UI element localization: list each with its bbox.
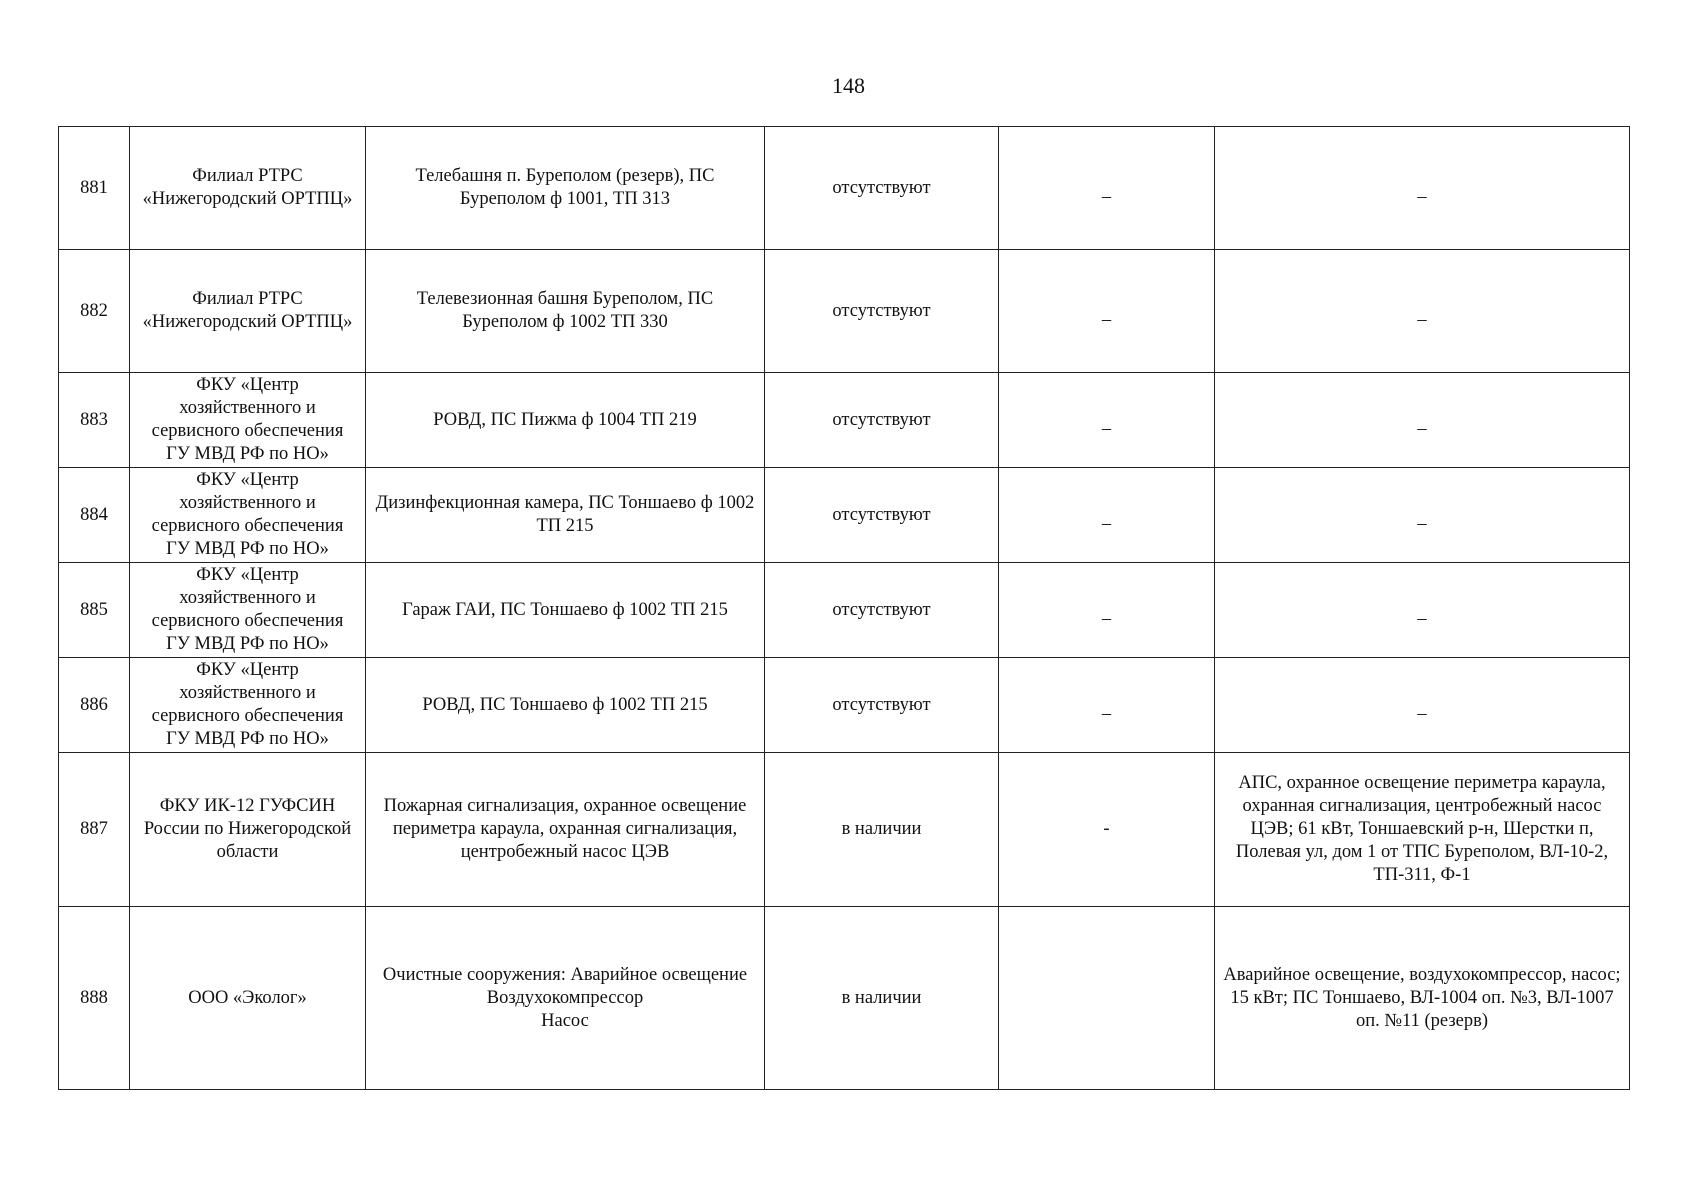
status-cell: отсутствуют xyxy=(765,658,999,753)
column-5-cell xyxy=(999,907,1215,1090)
object-cell: Гараж ГАИ, ПС Тоншаево ф 1002 ТП 215 xyxy=(366,563,765,658)
object-line: Очистные сооружения: Аварийное освещение xyxy=(382,964,748,985)
table-row xyxy=(59,907,1630,1090)
row-number: 888 xyxy=(59,907,130,1090)
column-5-value: – xyxy=(1101,186,1112,207)
organization-cell: ФКУ «Центр хозяйственного и сервисного обеспечения ГУ МВД РФ по НО» xyxy=(130,468,366,563)
column-6-cell: Аварийное освещение, воздухокомпрессор, насос; 15 кВт; ПС Тоншаево, ВЛ-1004 оп. №3, ВЛ-1007 оп. №11 (резерв) xyxy=(1215,907,1630,1090)
column-5-value: – xyxy=(1101,513,1112,534)
status-cell: отсутствуют xyxy=(765,127,999,250)
table-row xyxy=(59,753,1630,907)
row-number: 883 xyxy=(59,373,130,468)
row-number: 886 xyxy=(59,658,130,753)
column-6-cell: АПС, охранное освещение периметра караула, охранная сигнализация, центробежный насос ЦЭВ; 61 кВт, Тоншаевский р-н, Шерстки п, Полевая ул, дом 1 от ТПС Буреполом, ВЛ-10-2, ТП-311, Ф-1 xyxy=(1215,753,1630,907)
column-5-cell xyxy=(999,250,1215,373)
row-number: 887 xyxy=(59,753,130,907)
status-cell: в наличии xyxy=(765,753,999,907)
column-5-cell xyxy=(999,563,1215,658)
table-row xyxy=(59,468,1630,563)
column-6-value: – xyxy=(1417,186,1427,207)
column-5-value: – xyxy=(1101,608,1112,629)
organization-cell: ФКУ «Центр хозяйственного и сервисного обеспечения ГУ МВД РФ по НО» xyxy=(130,563,366,658)
row-number: 885 xyxy=(59,563,130,658)
column-6-value: – xyxy=(1417,513,1427,534)
column-6-cell xyxy=(1215,658,1630,753)
status-cell: отсутствуют xyxy=(765,468,999,563)
column-6-value: – xyxy=(1417,608,1427,629)
column-5-cell xyxy=(999,753,1215,907)
column-5-value: – xyxy=(1101,309,1112,330)
status-cell: отсутствуют xyxy=(765,373,999,468)
row-number: 882 xyxy=(59,250,130,373)
object-cell xyxy=(366,907,765,1090)
table-row xyxy=(59,658,1630,753)
column-6-cell xyxy=(1215,563,1630,658)
organization-cell: ФКУ ИК-12 ГУФСИН России по Нижегородской области xyxy=(130,753,366,907)
organization-cell: Филиал РТРС «Нижегородский ОРТПЦ» xyxy=(130,250,366,373)
column-5-value: - xyxy=(1103,819,1110,839)
object-line: Насос xyxy=(541,1010,589,1031)
column-5-value: – xyxy=(1101,418,1112,439)
status-cell: в наличии xyxy=(765,907,999,1090)
column-6-value: – xyxy=(1417,418,1427,439)
column-6-cell xyxy=(1215,250,1630,373)
object-cell: Телевезионная башня Буреполом, ПС Буреполом ф 1002 ТП 330 xyxy=(366,250,765,373)
object-cell: РОВД, ПС Пижма ф 1004 ТП 219 xyxy=(366,373,765,468)
organization-cell: ФКУ «Центр хозяйственного и сервисного обеспечения ГУ МВД РФ по НО» xyxy=(130,373,366,468)
column-5-cell xyxy=(999,127,1215,250)
status-cell: отсутствуют xyxy=(765,250,999,373)
table-row xyxy=(59,127,1630,250)
row-number: 881 xyxy=(59,127,130,250)
object-line: Воздухокомпрессор xyxy=(486,987,644,1008)
column-6-value: – xyxy=(1417,703,1427,724)
object-cell: РОВД, ПС Тоншаево ф 1002 ТП 215 xyxy=(366,658,765,753)
column-5-value: – xyxy=(1101,703,1112,724)
organization-cell: ООО «Эколог» xyxy=(130,907,366,1090)
status-cell: отсутствуют xyxy=(765,563,999,658)
column-5-cell xyxy=(999,468,1215,563)
registry-table xyxy=(58,126,1630,1090)
object-cell: Дизинфекционная камера, ПС Тоншаево ф 1002 ТП 215 xyxy=(366,468,765,563)
column-5-cell xyxy=(999,658,1215,753)
column-5-cell xyxy=(999,373,1215,468)
organization-cell: ФКУ «Центр хозяйственного и сервисного обеспечения ГУ МВД РФ по НО» xyxy=(130,658,366,753)
column-6-value: – xyxy=(1417,309,1427,330)
row-number: 884 xyxy=(59,468,130,563)
table-row xyxy=(59,563,1630,658)
column-6-cell xyxy=(1215,468,1630,563)
object-cell: Телебашня п. Буреполом (резерв), ПС Буреполом ф 1001, ТП 313 xyxy=(366,127,765,250)
table-row xyxy=(59,250,1630,373)
object-cell: Пожарная сигнализация, охранное освещение периметра караула, охранная сигнализация, центробежный насос ЦЭВ xyxy=(366,753,765,907)
column-6-cell xyxy=(1215,373,1630,468)
column-6-cell xyxy=(1215,127,1630,250)
organization-cell: Филиал РТРС «Нижегородский ОРТПЦ» xyxy=(130,127,366,250)
page-number: 148 xyxy=(832,73,865,98)
table-row xyxy=(59,373,1630,468)
